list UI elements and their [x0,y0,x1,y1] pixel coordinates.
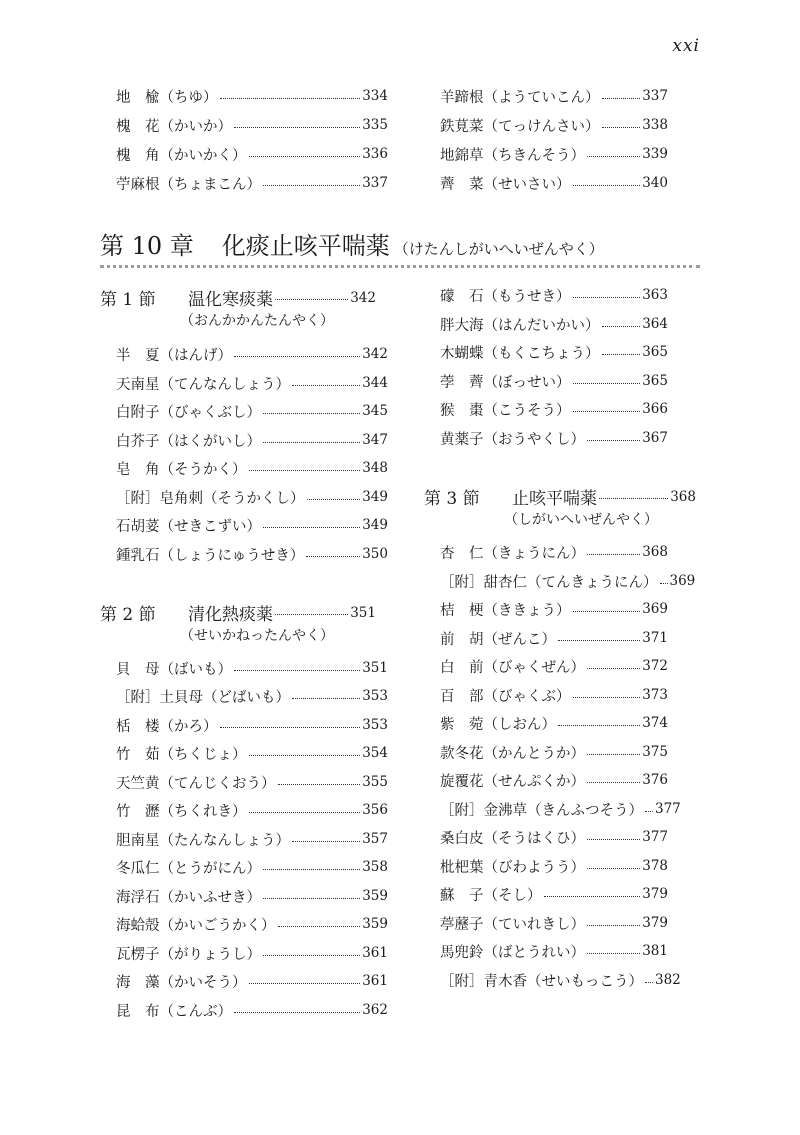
list-item[interactable]: 木蝴蝶（もくこちょう） 365 [440,344,668,362]
list-item[interactable]: 瓦楞子（がりょうし） 361 [116,945,388,963]
list-item[interactable]: 竹 瀝（ちくれき） 356 [116,802,388,820]
list-item[interactable]: 竹 茹（ちくじょ） 354 [116,745,388,763]
list-item[interactable]: 苧麻根（ちょまこん） 337 [116,175,388,193]
list-item[interactable]: 黄薬子（おうやくし） 367 [440,430,668,448]
list-item[interactable]: 杏 仁（きょうにん） 368 [440,544,668,562]
chapter-heading[interactable] [100,226,700,261]
list-item[interactable]: 昆 布（こんぶ） 362 [116,1002,388,1020]
list-item[interactable]: 白附子（びゃくぶし） 345 [116,403,388,421]
list-item[interactable]: 白芥子（はくがいし） 347 [116,432,388,450]
list-item[interactable]: 礞 石（もうせき） 363 [440,287,668,305]
section-2-reading: （せいかねったんやく） [180,628,334,644]
list-item[interactable]: 鉄莧菜（てっけんさい） 338 [440,117,668,135]
chapter-title: 化痰止咳平喘薬 [221,232,390,260]
chapter-label: 第 10 章 [100,232,194,260]
list-item[interactable]: 海蛤殻（かいごうかく） 359 [116,916,388,934]
list-item[interactable]: 石胡荽（せきこずい） 349 [116,517,388,535]
chapter-divider [100,265,700,268]
list-item[interactable]: 栝 楼（かろ） 353 [116,717,388,735]
list-item[interactable]: 旋覆花（せんぷくか） 376 [440,772,668,790]
list-item[interactable]: 半 夏（はんげ） 342 [116,346,388,364]
section-1-heading[interactable]: 第 1 節 温化寒痰薬 342 [100,289,376,310]
list-item[interactable]: 海浮石（かいふせき） 359 [116,888,388,906]
list-item[interactable]: ［附］青木香（せいもっこう） 382 [440,972,681,990]
list-item[interactable]: 地 楡（ちゆ） 334 [116,88,388,106]
list-item[interactable]: 桑白皮（そうはくひ） 377 [440,829,668,847]
list-item[interactable]: 天竺黄（てんじくおう） 355 [116,774,388,792]
list-item[interactable]: 槐 角（かいかく） 336 [116,146,388,164]
section-2-heading[interactable]: 第 2 節 清化熱痰薬 351 [100,604,376,625]
list-item[interactable]: 蘇 子（そし） 379 [440,886,668,904]
list-item[interactable]: 桔 梗（ききょう） 369 [440,601,668,619]
list-item[interactable]: 薺 菜（せいさい） 340 [440,175,668,193]
list-item[interactable]: 馬兜鈴（ばとうれい） 381 [440,943,668,961]
list-item[interactable]: 百 部（びゃくぶ） 373 [440,687,668,705]
list-item[interactable]: 胆南星（たんなんしょう） 357 [116,831,388,849]
list-item[interactable]: 胖大海（はんだいかい） 364 [440,316,668,334]
list-item[interactable]: 海 藻（かいそう） 361 [116,973,388,991]
list-item[interactable]: ［附］土貝母（どばいも） 353 [116,688,388,706]
list-item[interactable]: 貝 母（ばいも） 351 [116,660,388,678]
list-item[interactable]: 款冬花（かんとうか） 375 [440,744,668,762]
list-item[interactable]: 前 胡（ぜんこ） 371 [440,630,668,648]
list-item[interactable]: 猴 棗（こうそう） 366 [440,401,668,419]
list-item[interactable]: 冬瓜仁（とうがにん） 358 [116,859,388,877]
list-item[interactable]: ［附］金沸草（きんふつそう） 377 [440,801,681,819]
list-item[interactable]: 天南星（てんなんしょう） 344 [116,375,388,393]
list-item[interactable]: ［附］皂角刺（そうかくし） 349 [116,489,388,507]
list-item[interactable]: 羊蹄根（ようていこん） 337 [440,88,668,106]
section-3-heading[interactable]: 第 3 節 止咳平喘薬 368 [424,488,696,509]
section-3-reading: （しがいへいぜんやく） [504,512,658,528]
list-item[interactable]: 紫 菀（しおん） 374 [440,715,668,733]
list-item[interactable]: 槐 花（かいか） 335 [116,117,388,135]
list-item[interactable]: ［附］甜杏仁（てんきょうにん） 369 [440,573,696,591]
list-item[interactable]: 鍾乳石（しょうにゅうせき） 350 [116,546,388,564]
page-number: xxi [672,36,700,56]
list-item[interactable]: 皂 角（そうかく） 348 [116,460,388,478]
chapter-reading: （けたんしがいへいぜんやく） [393,240,604,258]
list-item[interactable]: 白 前（びゃくぜん） 372 [440,658,668,676]
list-item[interactable]: 枇杷葉（びわようう） 378 [440,858,668,876]
section-1-reading: （おんかかんたんやく） [180,313,334,329]
list-item[interactable]: 地錦草（ちきんそう） 339 [440,146,668,164]
list-item[interactable]: 葶藶子（ていれきし） 379 [440,915,668,933]
list-item[interactable]: 荸 薺（ぼっせい） 365 [440,373,668,391]
